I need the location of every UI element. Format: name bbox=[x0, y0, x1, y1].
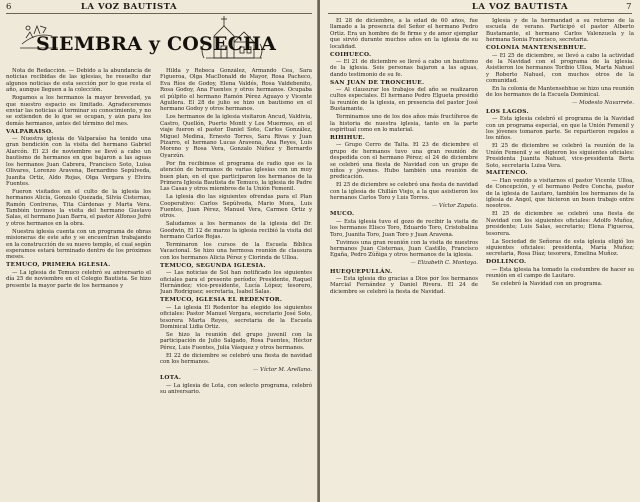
section-title: SIEMBRA y COSECHA bbox=[36, 33, 277, 55]
left-page bbox=[0, 0, 318, 502]
section-heading: LOTA. bbox=[160, 375, 182, 382]
paragraph: — Esta iglesia dio gracias a Dios por los hermanos Marcial Fernández y Daniel Rivera. El 24 de diciembre se celebró la fiesta de Navidad. bbox=[330, 276, 478, 295]
paragraph: — La iglesia de Lota, con selecto programa, celebró su aniversario. bbox=[160, 382, 312, 396]
paragraph: Saludamos a los hermanos de la iglesia del Dr. Goodwin, El 12 de marzo la iglesia recibió la visita del hermano Carlos Rojas. bbox=[160, 221, 312, 241]
paragraph: Los hermanos de la iglesia visitaron Ancud, Valdivia, Castro, Quellón, Puerto Montt y Los Muermos, en el viaje fueron el pastor Daniel Soto, Carlos González, Miguel Medina, Ernesto Torres, Sara Rivas y Juan Pizarro, el hermano Lucas Aravena, Ana Reyes, Luis Moreno y Rosa Vera, Gonzalo Núñez y Bernardo Oyarzún. bbox=[160, 114, 312, 159]
paragraph: Terminaron los cursos de la Escuela Bíblica Vacacional. Se hizo una hermosa reunión de clausura con los hermanos Alicia Pérez y Clorinda de Ulloa. bbox=[160, 242, 312, 261]
paragraph: El 25 de diciembre se celebró la reunión de la Unión Femenil y se eligieron los siguientes oficiales: Presidenta Juanita Nahuel, vice-presidenta Berta Soto, secretaria Luisa Vera. bbox=[486, 143, 634, 169]
paragraph: — La iglesia de Temuco celebró su aniversario el día 25 de noviembre en el Colegio Bautista. Se hizo presente la mayor parte de los hermanos y bbox=[6, 269, 151, 289]
paragraph: — Las noticias de Sol han notificado los siguientes oficiales para el presente período: Presidente, Raquel Hernández; vice-presidente, Lucía López; tesorero, Juan Rodríguez; secretaria, Isabel Salas. bbox=[160, 270, 312, 296]
paragraph: — Al clausurar los trabajos del año se realizaron cultos especiales. El hermano Pedro Elgueta presidió la reunión de la iglesia, en presencia del pastor José Bustamante. bbox=[330, 87, 478, 113]
section-heading: TEMUCO, PRIMERA IGLESIA. bbox=[6, 262, 111, 269]
section-heading: SAN JUAN DE TRONCHUE. bbox=[330, 79, 425, 86]
left-column-2 bbox=[160, 68, 312, 500]
section-heading: HUEQUEPULLÁN. bbox=[330, 268, 393, 275]
header-rule bbox=[328, 13, 632, 14]
paragraph: — Han venido a visitarnos el pastor Vicente Ulloa, de Concepción, y el hermano Pedro Concha, pastor de la iglesia de Lautaro, también los hermanos de la iglesia de Angol, que hicieron un buen trabajo entre nosotros. bbox=[486, 177, 634, 210]
right-column-1 bbox=[330, 18, 478, 500]
section-heading: MUCO. bbox=[330, 211, 355, 218]
section-heading: COIHUECO. bbox=[330, 51, 372, 58]
paragraph: Se celebró la Navidad con un programa. bbox=[492, 280, 603, 287]
paragraph: El 25 de diciembre se celebró una fiesta de navidad con la iglesia de Chillán Viejo, a la que asistieron los hermanos Carlos Toro y Luis Torres. bbox=[330, 182, 478, 202]
paragraph: Terminamos uno de los dos años más fructíferos de la historia de nuestra iglesia, tanto en la parte espiritual como en lo material. bbox=[330, 114, 478, 133]
paragraph: — El 21 de diciembre se llevó a cabo un bautismo de la iglesia. Seis personas bajaron a las aguas, dando testimonio de su fe. bbox=[330, 58, 478, 78]
right-running-title: LA VOZ BAUTISTA bbox=[471, 2, 569, 12]
paragraph: — Esta iglesia tuvo el gozo de recibir la visita de los hermanos Elisco Toro, Eduardo Toro, Cristobalina Toro, Juanita Toro, Juan Toro y Juan Aravena. bbox=[330, 218, 478, 238]
paragraph: — La iglesia El Redentor ha elegido los siguientes oficiales: Pastor Manuel Vergara, secretario José Soto, tesorera Marta Reyes, secretaria de la Escuela Dominical Lidia Ortiz. bbox=[160, 304, 312, 330]
left-column-1 bbox=[6, 68, 151, 500]
signature: — Elizabeth C. Montoya. bbox=[410, 260, 478, 267]
paragraph: — Grupo Cerro de Talta. El 23 de diciembre el grupo de hermanos tuvo una gran reunión de despedida con el hermano Pérez; el 24 de diciembre se celebró una fiesta de Navidad con un grupo de niños y jóvenes. Hubo también una reunión de predicación. bbox=[330, 142, 478, 181]
paragraph: Tuvimos una gran reunión con la visita de nuestros hermanos Juan Cisternas, Juan Castillo, Francisco Egaña, Pedro Zúñiga y otros hermanos de la iglesia. bbox=[330, 239, 478, 259]
paragraph: Nota de Redacción. — Debido a la abundancia de noticias recibidas de las iglesias, he resuelto dar algunos noticias de esta sección por lo que resta el año, aunque lleguen a la colección. bbox=[6, 68, 151, 94]
paragraph: En la colonia de Mantensebhue se hizo una reunión de los hermanos de la Escuela Dominical. bbox=[486, 86, 634, 99]
paragraph: — El 25 de diciembre, se llevó a cabo la actividad de la Navidad con el programa de la iglesia. Asistieron los hermanos Toribio Ulloa, Marta Nahuel y Roberto Nahuel, con muchos otros de la comunidad. bbox=[486, 52, 634, 85]
paragraph: Rogamos a los hermanos la mayor brevedad, ya que nuestro espacio es limitado. Agradeceremos enviar las noticias al terminar su conocimiento, y no se extienden de lo que se ocupan, y aún para los demás hermanos, antes del término del mes. bbox=[6, 95, 151, 127]
section-heading: RIHIHUE. bbox=[330, 134, 366, 141]
paragraph: Se hizo la reunión del grupo juvenil con la participación de Julio Salgado, Rosa Fuentes, Héctor Pérez, Luis Fuentes, Julia Vásquez y otros hermanos. bbox=[160, 331, 312, 351]
paragraph: La iglesia dio las siguientes ofrendas para el Plan Cooperativo: Carlos Sepúlveda, Mario Mora, Luis Fuentes, Juan Pérez, Manuel Vera, Carmen Ortiz y otros. bbox=[160, 194, 312, 220]
signature: — Víctor Zapata. bbox=[431, 202, 478, 209]
left-running-title: LA VOZ BAUTISTA bbox=[80, 2, 178, 12]
paragraph: El 22 de diciembre se celebró una fiesta de navidad con los hermanos. bbox=[160, 352, 312, 365]
section-heading: VALPARAISO. bbox=[6, 128, 54, 135]
section-heading: LOS LAGOS. bbox=[486, 108, 529, 115]
paragraph: — Esta iglesia ha tomado la costumbre de hacer su reunión en el campo de Lautaro. bbox=[486, 266, 634, 280]
paragraph: — Nuestra iglesia de Valparaíso ha tenido una gran bendición con la visita del hermano Gabriel Alarcón. El 23 de noviembre se llevó a cabo un bautismo de hermanos en que bajaron a las aguas los hermanos Juan Cabrera, Francisco Soto, Luisa Olivares, Lorenzo Aravena, Bernardino Sepúlveda, Juanita Ortiz, Aldo Rojas, Olga Vergara y Elvira Fuentes. bbox=[6, 136, 151, 187]
paragraph: Por fin recibimos el programa de radio que es la atención de hermanos de varias iglesias con un muy buen plan, en el que participaron los hermanos de la Primera Iglesia Bautista de Temuco, la iglesia de Padre Las Casas y otros miembros de la Unión Femenil. bbox=[160, 160, 312, 193]
paragraph: El 28 de diciembre, a la edad de 60 años, fue llamado a la presencia del Señor el hermano Pedro Ortiz. Era un hombre de fe firme y de amor ejemplar que sirvió durante muchos años en la iglesia de su localidad. bbox=[330, 18, 478, 50]
right-page-number: 7 bbox=[626, 2, 632, 12]
paragraph: Nuestra iglesia cuenta con un programa de obras misioneras de este año y se encuentran trabajando en la construcción de su nuevo templo, el cual según esperamos estará terminado dentro de los próximos meses. bbox=[6, 228, 151, 261]
section-heading: TEMUCO, IGLESIA EL REDENTOR. bbox=[160, 297, 283, 304]
section-heading: MAITENCO. bbox=[486, 170, 528, 177]
paragraph: Hilda y Rebeca González, Armando Cea, Sara Figueroa, Olga MacDonald de Mayor, Rosa Pacheco, Eva Ríos de Godoy, Elena Valdés, Rosa Valdebenito, Rosa Godoy, Ana Fuentes y otros hermanos. Ocupaba el púlpito el hermano Ramón Pérez Aguayo y Vicente Aguilera. El 28 de julio se hizo un bautismo en el hermano Godoy y otros hermanos. bbox=[160, 68, 312, 113]
signature: — Modesto Navarrete. bbox=[571, 100, 634, 107]
section-heading: TEMUCO, SEGUNDA IGLESIA. bbox=[160, 262, 266, 269]
paragraph: La Sociedad de Señoras de esta iglesia eligió los siguientes oficiales: presidenta, María Muñoz; secretaria, Rosa Díaz; tesorera, Emelina Muñoz. bbox=[486, 238, 634, 258]
paragraph: Iglesia y de la hermandad a su retorno de la escuela de verano. Participó el pastor Alberto Bustamante, el hermano Carlos Valenzuela y la hermana Sonia Francisco, secretaria. bbox=[486, 18, 634, 44]
paragraph: El 25 de diciembre se celebró una fiesta de Navidad con los siguientes oficiales: Adolfo Muñoz, presidente; Luis Salas, secretario; Elena Figueroa, tesorera. bbox=[486, 211, 634, 237]
paragraph: — Esta iglesia celebró el programa de la Navidad con un programa especial, en que la Unión Femenil y los jóvenes tomaron parte. Se repartieron regalos a los niños. bbox=[486, 116, 634, 142]
section-heading: COLONIA MANTENSEBHUE. bbox=[486, 45, 587, 52]
right-page bbox=[320, 0, 640, 502]
section-heading: DOLLINCO. bbox=[486, 259, 527, 266]
signature: — Víctor M. Arellano. bbox=[252, 366, 312, 373]
paragraph: Fueron visitados en el culto de la iglesia los hermanos Alicia, Gonzalo Quezada, Silvia Cisternas, Ramón Contreras, Tita Cárdenas y Marta Vera. También tuvimos la visita del hermano Gustavo Salas, el hermano Juan Barra, el pastor Alfonso Jofré y otros hermanos en la obra. bbox=[6, 188, 151, 227]
right-column-2 bbox=[486, 18, 634, 500]
left-page-number: 6 bbox=[6, 2, 12, 12]
